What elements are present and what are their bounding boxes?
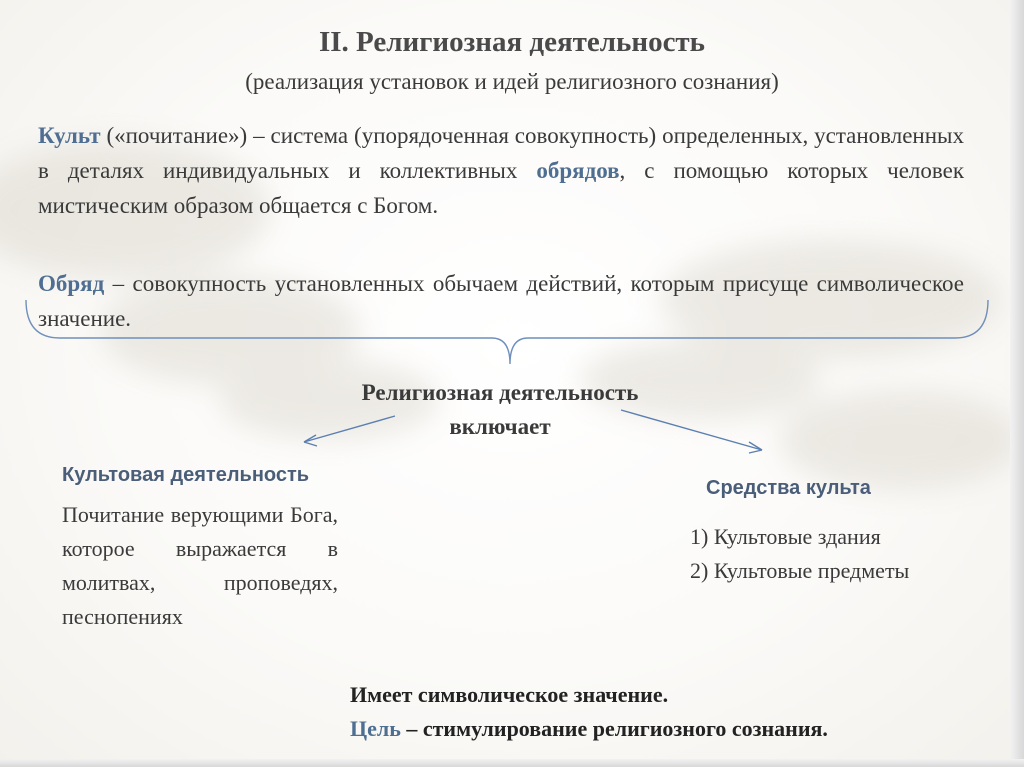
cult-text-part2: , с помощью которых человек мистическим образом общается с Богом. [38,158,964,218]
goal-term: Цель [350,716,401,741]
bottom-summary [350,678,828,746]
rites-term: обрядов [536,158,620,183]
center-heading-line1: Религиозная деятельность [361,380,639,405]
rite-text: – совокупность установленных обычаем действий, которым присуще символическое значение. [38,271,964,331]
right-column-heading: Средства культа [706,477,871,499]
list-item: 2) Культовые предметы [690,558,910,583]
cult-text-part1: («почитание») – система (упорядоченная совокупность) определенных, установленных в деталях индивидуальных и коллективных [38,123,964,183]
left-column-text: Почитание верующими Бога, которое выражается в молитвах, проповедях, песнопениях [62,502,338,629]
rite-term: Обряд [38,271,105,296]
bottom-line2 [350,712,828,746]
goal-text: – стимулирование религиозного сознания. [400,716,828,741]
bottom-line1: Имеет символическое значение. [350,682,669,707]
slide-title: II. Религиозная деятельность [318,26,706,58]
right-column-list [690,520,909,588]
brace [26,300,988,364]
center-heading [300,376,700,444]
list-item: 1) Культовые здания [690,524,881,549]
left-column-heading: Культовая деятельность [62,464,310,486]
center-heading-line2: включает [449,414,551,439]
slide-subtitle: (реализация установок и идей религиозного сознания) [245,69,779,94]
cult-term: Культ [38,123,101,148]
